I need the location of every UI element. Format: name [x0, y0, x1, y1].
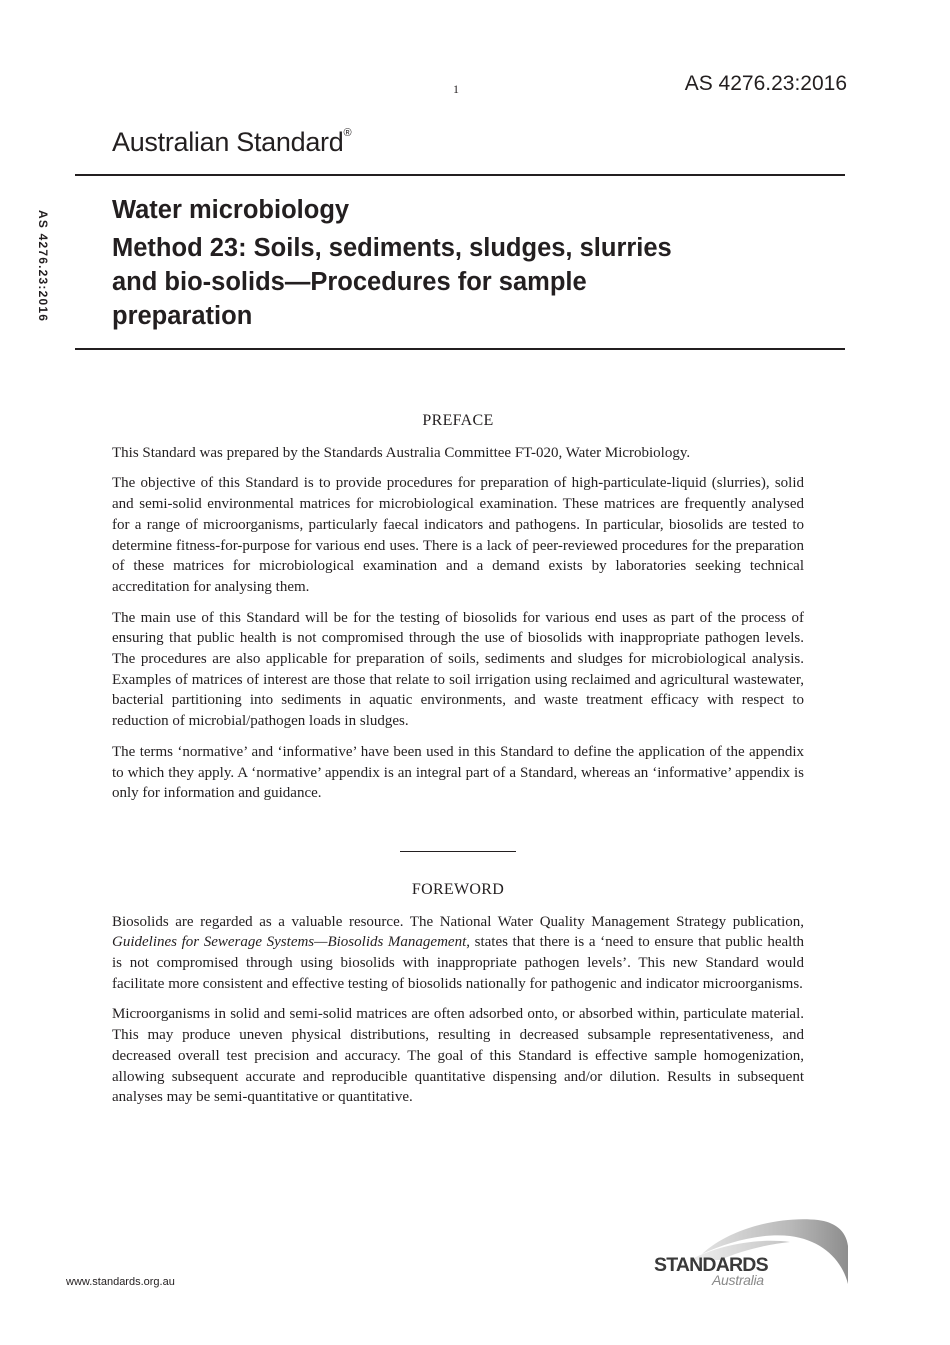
preface-paragraph-4: The terms ‘normative’ and ‘informative’ have been used in this Standard to define the application of the appendix to which they apply. A ‘normative’ appendix is an integral part of a Standard, whereas an ‘informative’ appendix is only for information and guidance.	[112, 743, 804, 802]
standards-australia-logo	[650, 1214, 850, 1294]
logo-sub-text: Australia	[712, 1272, 764, 1288]
foreword-heading: FOREWORD	[411, 880, 505, 898]
series-title	[112, 127, 351, 158]
main-content	[112, 411, 804, 1118]
top-rule	[75, 174, 845, 176]
section-divider	[400, 851, 516, 852]
foreword-p1-end: , states that there is a ‘need to ensure that public health is not compromised through using biosolids with inappropriate pathogen levels’. This new Standard would facilitate more consistent and effective testing of biosolids nationally for pathogenic and indicator microorganisms.	[112, 934, 804, 992]
preface-paragraph-3: The main use of this Standard will be for the testing of biosolids for various end uses as part of the process of ensuring that public health is not compromised through the use of biosolids with inappropriate pathogen levels. The procedures are also applicable for preparation of soils, sediments and sludges for microbiological analysis. Examples of matrices of interest are those that relate to soil irrigation using reclaimed and agricultural wastewater, bacterial partitioning into sediments in aquatic environments, and waste treatment efficacy with respect to reduction of microbial/pathogen loads in sludges.	[112, 609, 804, 730]
foreword-paragraph-1	[112, 912, 804, 995]
side-standard-code: AS 4276.23:2016	[36, 210, 50, 323]
registered-mark: ®	[343, 127, 352, 139]
title-line-1: Water microbiology	[112, 196, 350, 224]
title-line-3: and bio-solids—Procedures for sample	[112, 268, 587, 296]
preface-paragraph-2: The objective of this Standard is to provide procedures for preparation of high-particulate-liquid (slurries), solid and semi-solid environmental matrices for microbiological examination. These matrices are frequently analysed for a range of microorganisms, particularly faecal indicators and pathogens. In particular, biosolids are tested to determine fitness-for-purpose for various end uses. There is a lack of peer-reviewed procedures for the preparation of these matrices for microbiological examination and a demand exists by laboratories seeking technical accreditation for analysing them.	[112, 475, 804, 595]
document-title	[112, 193, 812, 333]
publication-title: Guidelines for Sewerage Systems—Biosolids Management	[112, 934, 467, 951]
title-line-4: preparation	[112, 302, 253, 330]
foreword-p1-start: Biosolids are regarded as a valuable resource. The National Water Quality Management Strategy publication,	[112, 913, 804, 930]
bottom-rule	[75, 348, 845, 350]
standard-code: AS 4276.23:2016	[684, 72, 847, 95]
title-line-2: Method 23: Soils, sediments, sludges, slurries	[112, 234, 672, 262]
series-title-text: Australian Standard	[112, 127, 344, 157]
preface-paragraph-1: This Standard was prepared by the Standards Australia Committee FT-020, Water Microbiology.	[112, 444, 691, 461]
foreword-paragraph-2: Microorganisms in solid and semi-solid matrices are often adsorbed onto, or absorbed within, particulate material. This may produce uneven physical distributions, resulting in decreased subsample representativeness, and decreased overall test precision and accuracy. The goal of this Standard is effective sample homogenization, allowing subsequent accurate and reproducible quantitative dispensing and/or dilution. Results in subsequent analyses may be semi-quantitative or quantitative.	[112, 1006, 804, 1106]
logo-main-text: STANDARDS	[654, 1254, 768, 1276]
preface-heading: PREFACE	[422, 412, 494, 429]
footer-url: www.standards.org.au	[66, 1276, 175, 1288]
page-number: 1	[453, 82, 459, 96]
